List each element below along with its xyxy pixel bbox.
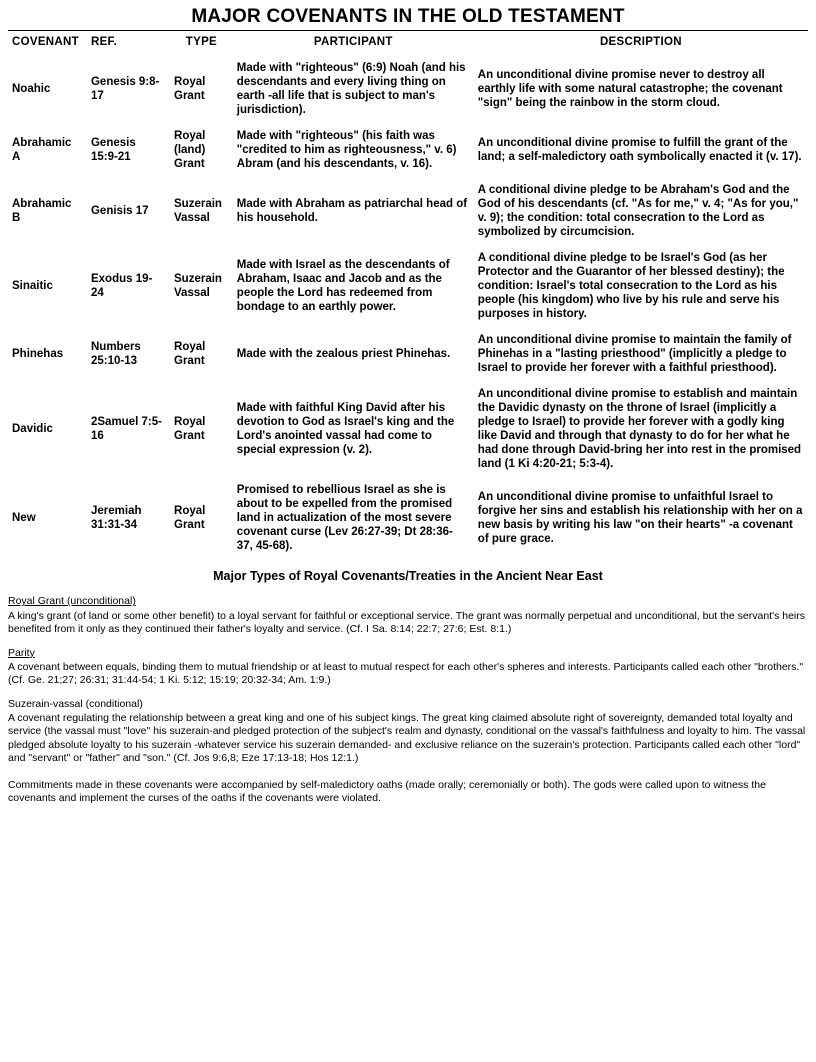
notes-section <box>8 595 808 764</box>
footer-note: Commitments made in these covenants were accompanied by self-maledictory oaths (made orally; ceremonially or both). The gods were called upon to witness the covenants and implement the curses of the oaths if the covenants were violated. <box>8 778 766 804</box>
cell-covenant: Noahic <box>12 83 51 96</box>
table-row <box>8 177 808 245</box>
cell-description: An unconditional divine promise to unfaithful Israel to forgive her sins and establish his relationship with her on a new basis by writing his law "on their hearts" -a covenant of pure grace. <box>477 491 803 546</box>
column-header-ref: REF. <box>90 36 118 48</box>
cell-covenant: Phinehas <box>12 348 64 361</box>
cell-ref: Genesis 15:9-21 <box>90 137 136 164</box>
note-heading: Parity <box>8 646 35 659</box>
note-suzerain-vassal <box>8 698 808 765</box>
cell-description: A conditional divine pledge to be Abraham's God and the God of his descendants (cf. "As for me," v. 4; "As for you," v. 9); the condition: total consecration to the Lord as symbolized by circumcision. <box>477 184 799 239</box>
cell-participant: Made with "righteous" (his faith was "credited to him as righteousness," v. 6) Abram (and his descendants, v. 16). <box>236 130 457 171</box>
cell-type: Royal Grant <box>174 505 206 532</box>
cell-description: A conditional divine pledge to be Israel's God (as her Protector and the Guarantor of her blessed destiny); the condition: Israel's total consecration to the Lord as his people (his kingdom) who live by his rule and serve his purposes in history. <box>477 252 785 321</box>
note-heading: Royal Grant (unconditional) <box>8 595 136 608</box>
cell-description: An unconditional divine promise to establish and maintain the Davidic dynasty on the throne of Israel (implicitly a pledge to Israel) to provide her forever with a godly king like David and through that dynasty to do for her what he had done through David-bring her into rest in the promised land (1 Ki 4:20-21; 5:3-4). <box>477 388 802 471</box>
section-subtitle: Major Types of Royal Covenants/Treaties in the Ancient Near East <box>213 569 603 584</box>
table-row <box>8 381 808 477</box>
cell-ref: 2Samuel 7:5-16 <box>90 416 162 443</box>
page-title: MAJOR COVENANTS IN THE OLD TESTAMENT <box>191 6 625 27</box>
cell-covenant: Sinaitic <box>12 280 53 293</box>
cell-ref: Exodus 19-24 <box>90 273 153 300</box>
note-body: A covenant between equals, binding them to mutual friendship or at least to mutual respect for each other's spheres and interests. Participants called each other "brothers." (Cf. Ge. 21;27; 26:31; 31:44-54; 1 Ki. 5:12; 15:19; 20:32-34; Am. 1:9.) <box>8 660 804 687</box>
table-row <box>8 55 808 123</box>
note-body: A king's grant (of land or some other benefit) to a loyal servant for faithful or exceptional service. The grant was normally perpetual and unconditional, but the servant's heirs benefited from it only as they continued their father's loyalty and service. (Cf. I Sa. 8:14; 22:7; 27:6; Est. 8:1.) <box>8 609 806 635</box>
covenants-table <box>8 31 808 559</box>
note-heading: Suzerain-vassal (conditional) <box>8 698 143 711</box>
column-header-participant: PARTICIPANT <box>313 36 393 48</box>
cell-type: Royal Grant <box>174 416 206 443</box>
cell-type: Suzerain Vassal <box>174 198 222 225</box>
cell-type: Royal Grant <box>174 341 206 368</box>
cell-participant: Promised to rebellious Israel as she is about to be expelled from the promised land in actualization of the most severe covenant curse (Lev 26:27-39; Dt 28:36-37, 45-68). <box>236 484 453 553</box>
cell-type: Royal (land) Grant <box>174 130 206 171</box>
cell-ref: Genisis 17 <box>90 205 149 218</box>
cell-participant: Made with faithful King David after his devotion to God as Israel's king and the Lord's anointed vassal had come to special expression (v. 2). <box>236 402 455 457</box>
cell-covenant: New <box>12 512 36 525</box>
table-row <box>8 245 808 327</box>
cell-covenant: Abrahamic B <box>12 198 72 225</box>
cell-participant: Made with Abraham as patriarchal head of his household. <box>236 198 468 225</box>
cell-type: Royal Grant <box>174 76 206 103</box>
cell-participant: Made with Israel as the descendants of Abraham, Isaac and Jacob and as the people the Lord has redeemed from bondage to an earthly power. <box>236 259 450 314</box>
note-parity <box>8 647 808 687</box>
table-header-row <box>8 31 808 55</box>
cell-covenant: Abrahamic A <box>12 137 72 164</box>
column-header-covenant: COVENANT <box>12 36 79 48</box>
cell-ref: Jeremiah 31:31-34 <box>90 505 142 532</box>
cell-description: An unconditional divine promise to maintain the family of Phinehas in a "lasting priesthood" (implicitly a pledge to Israel to provide her forever with a faithful priesthood). <box>477 334 792 375</box>
table-row <box>8 477 808 559</box>
column-header-description: DESCRIPTION <box>599 36 682 48</box>
note-royal-grant <box>8 595 808 635</box>
cell-participant: Made with "righteous" (6:9) Noah (and his descendants and every living thing on earth -all life that is subject to man's jurisdiction). <box>236 62 466 117</box>
cell-ref: Numbers 25:10-13 <box>90 341 141 368</box>
cell-participant: Made with the zealous priest Phinehas. <box>236 348 451 361</box>
note-body: A covenant regulating the relationship between a great king and one of his subject kings. The great king claimed absolute right of sovereignty, demanded total loyalty and service (the vassal must "love" his suzerain-and pledged protection of the subject's realm and dynasty, conditional on the vassal's faithfulness and loyalty to him. The vassal pledged absolute loyalty to his suzerain -whatever service his suzerain demanded- and exclusive reliance on the suzerain's protection. Participants called each other "lord" and "servant" or "father" and "son." (Cf. Jos 9:6,8; Eze 17:13-18; Hos 12:1.) <box>8 712 806 764</box>
cell-description: An unconditional divine promise to fulfill the grant of the land; a self-maledictory oath symbolically enacted it (v. 17). <box>477 137 802 164</box>
table-row <box>8 327 808 381</box>
cell-ref: Genesis 9:8-17 <box>90 76 160 103</box>
table-row <box>8 123 808 177</box>
cell-description: An unconditional divine promise never to destroy all earthly life with some natural catastrophe; the covenant "sign" being the rainbow in the storm cloud. <box>477 69 783 110</box>
document-page <box>0 6 816 805</box>
cell-type: Suzerain Vassal <box>174 273 222 300</box>
column-header-type: TYPE <box>185 36 218 48</box>
cell-covenant: Davidic <box>12 423 53 436</box>
